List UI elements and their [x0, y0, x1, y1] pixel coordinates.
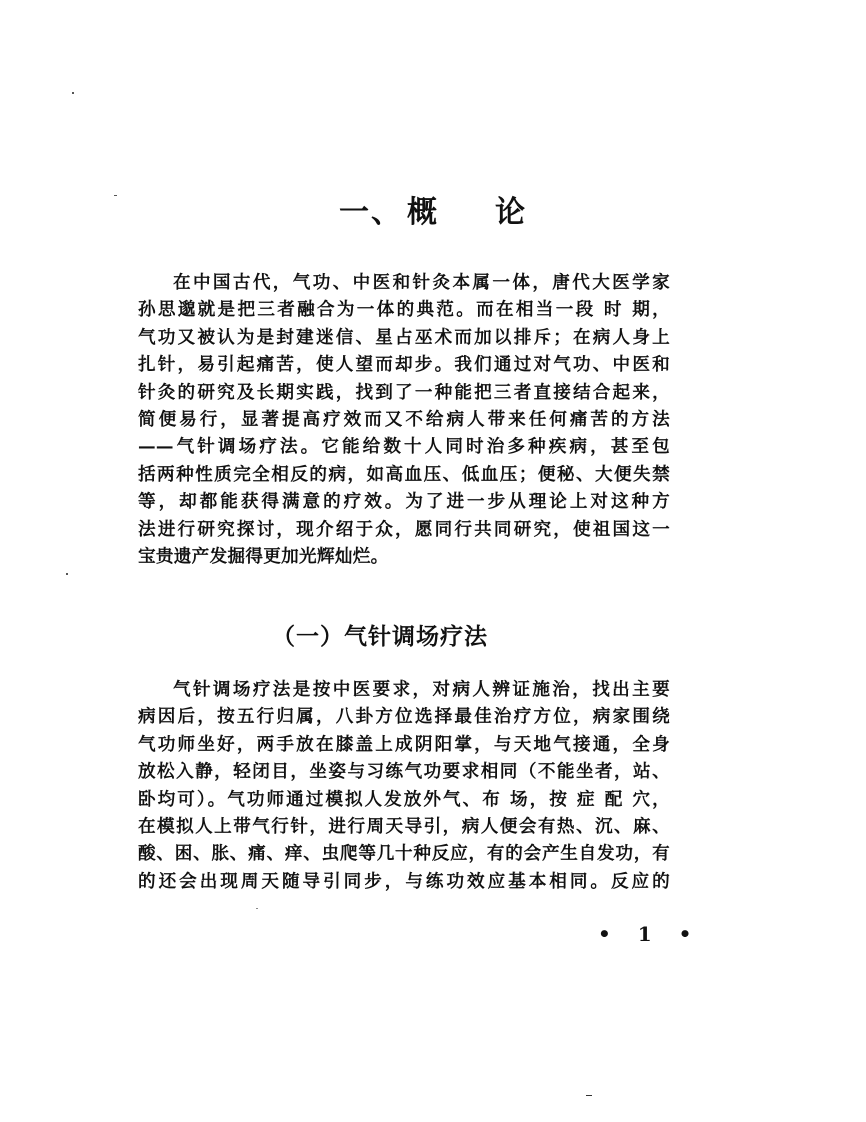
section-number: （一） [272, 623, 344, 650]
paragraph-line: 放松入静，轻闭目，坐姿与习练气功要求相同（不能坐者，站、 [138, 761, 670, 783]
paragraph-line: 孙思邈就是把三者融合为一体的典范。而在相当一段 时 期， [138, 299, 670, 321]
section-title-text: 气针调场疗法 [344, 623, 488, 650]
paragraph-line: 宝贵遗产发掘得更加光辉灿烂。 [138, 546, 389, 568]
paragraph-line: ——气针调场疗法。它能给数十人同时治多种疾病，甚至包 [138, 436, 670, 458]
page-number: • 1 • [598, 922, 702, 946]
paragraph-line: 针灸的研究及长期实践，找到了一种能把三者直接结合起来， [138, 381, 670, 403]
paragraph-line: 的还会出现周天随导引同步，与练功效应基本相同。反应的 [138, 870, 670, 892]
paragraph-line: 气功又被认为是封建迷信、星占巫术而加以排斥；在病人身上 [138, 326, 670, 348]
paragraph-line: 在模拟人上带气行针，进行周天导引，病人便会有热、沉、麻、 [138, 816, 670, 838]
chapter-title-part2: 论 [495, 195, 527, 230]
paragraph-line: 气功师坐好，两手放在膝盖上成阴阳掌，与天地气接通，全身 [138, 733, 670, 755]
paragraph-line: 等，却都能获得满意的疗效。为了进一步从理论上对这种方 [138, 491, 670, 513]
paragraph-line: 酸、困、胀、痛、痒、虫爬等几十种反应，有的会产生自发功，有 [138, 843, 670, 865]
chapter-title [0, 188, 866, 238]
scan-speck [72, 92, 74, 94]
paragraph-line: 扎针，易引起痛苦，使人望而却步。我们通过对气功、中医和 [138, 354, 670, 376]
scan-speck [66, 573, 68, 575]
paragraph-line: 卧均可）。气功师通过模拟人发放外气、布 场，按 症 配 穴， [138, 788, 670, 810]
paragraph-line: 在中国古代，气功、中医和针灸本属一体，唐代大医学家 [173, 272, 670, 293]
method-paragraph [138, 676, 670, 895]
scan-speck [586, 1095, 592, 1096]
intro-paragraph [138, 269, 670, 570]
chapter-number: 一、 [339, 195, 403, 230]
chapter-title-part1: 概 [407, 195, 439, 230]
scan-speck [256, 908, 258, 909]
paragraph-line: 气针调场疗法是按中医要求，对病人辨证施治，找出主要 [173, 679, 670, 700]
paragraph-line: 简便易行，显著提高疗效而又不给病人带来任何痛苦的方法 [138, 409, 670, 431]
paragraph-line: 法进行研究探讨，现介绍于众，愿同行共同研究，使祖国这一 [138, 518, 670, 540]
paragraph-line: 病因后，按五行归属，八卦方位选择最佳治疗方位，病家围绕 [138, 706, 670, 728]
section-heading [272, 617, 488, 657]
paragraph-line: 括两种性质完全相反的病，如高血压、低血压；便秘、大便失禁 [138, 463, 670, 485]
